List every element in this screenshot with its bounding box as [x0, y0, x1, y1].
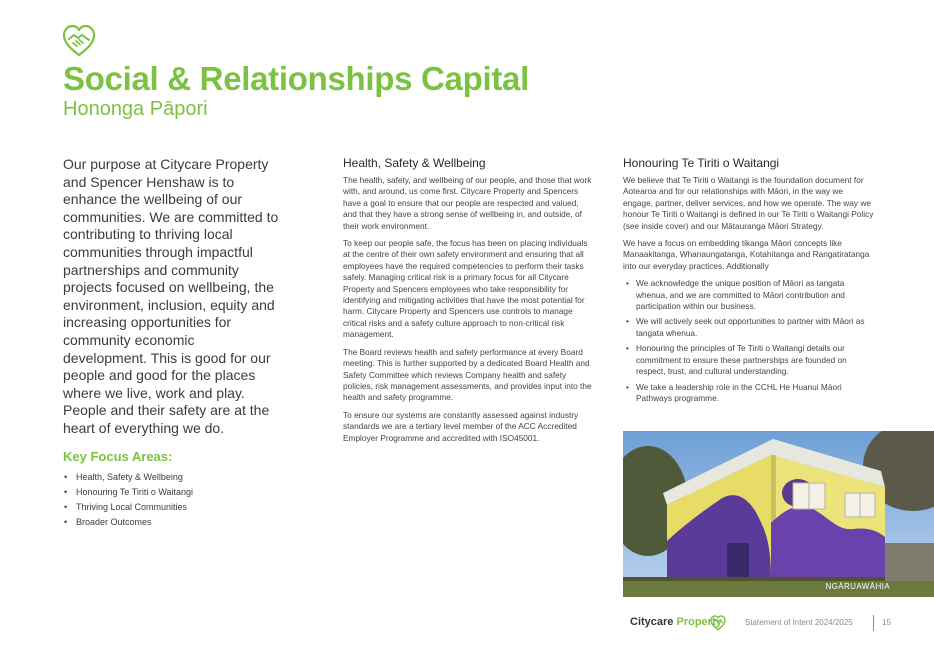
paragraph: We believe that Te Tiriti o Waitangi is the foundation document for Aotearoa and for our relationships with Māori, in the way we engage, partner, deliver services, and how we operate. The way we honour Te Tiriti o Waitangi is defined in our Te Tiriti o Waitangi Policy (see inside cover) and our Mātauranga Māori Strategy.: [623, 175, 874, 231]
intro-paragraph: Our purpose at Citycare Property and Spencer Henshaw is to enhance the wellbeing of our communities. We are committed to contributing to thriving local communities through impactful partnerships and community projects focused on wellbeing, the environment, inclusion, equity and increasing opportunities for community economic development. This is good for our people and good for the places where we live, work and play. People and their safety are at the heart of everything we do.: [63, 156, 279, 436]
page-number: 15: [882, 618, 891, 627]
photo-caption: NGĀRUAWĀHIA: [825, 582, 890, 591]
brand-logo-text: [630, 616, 722, 628]
intro-column: [63, 156, 281, 530]
footer-divider: [873, 615, 874, 631]
hall-mural-image: [623, 431, 934, 597]
list-item: • We will actively seek out opportunities to partner with Māori as tangata whenua.: [623, 316, 875, 339]
commitment-list: [623, 278, 875, 404]
key-focus-list: [63, 470, 281, 530]
key-focus-item: • Broader Outcomes: [63, 515, 281, 530]
paragraph: The health, safety, and wellbeing of our people, and those that work with, and around, us come first. Citycare Property and Spencers have a goal to ensure that our people are respected and valued, and that they have a strong sense of wellbeing in, and outside, of their work environment.: [343, 175, 592, 231]
community-hall-photo: [623, 431, 934, 597]
section-heading: Honouring Te Tiriti o Waitangi: [623, 156, 780, 170]
paragraph: We have a focus on embedding tikanga Māori concepts like Manaakitanga, Whanaungatanga, Kotahitanga and Rangatiratanga into our everyday practices. Additionally: [623, 238, 870, 271]
paragraph: To ensure our systems are constantly assessed against industry standards we are a tertiary level member of the ACC Accredited Employer Programme and accredited with ISO45001.: [343, 409, 579, 443]
page-title: Social & Relationships Capital: [63, 60, 529, 97]
brand-name-suffix: Property: [676, 616, 722, 628]
te-tiriti-column: [623, 156, 875, 408]
list-item: • We acknowledge the unique position of Māori as tangata whenua, and we are committed to Māori contribution and participation within our business.: [623, 278, 875, 312]
brand-name: Citycare: [630, 616, 674, 628]
document-title: Statement of Intent 2024/2025: [745, 618, 853, 627]
heart-handshake-icon: [62, 24, 96, 58]
heart-handshake-icon: [710, 615, 726, 631]
key-focus-item: • Thriving Local Communities: [63, 500, 281, 515]
health-safety-column: [343, 156, 593, 450]
key-focus-item: • Health, Safety & Wellbeing: [63, 470, 281, 485]
list-item: • Honouring the principles of Te Tiriti o Waitangi details our commitment to ensure these partnerships are founded on respect, trust, and cultural understanding.: [623, 343, 875, 377]
paragraph: To keep our people safe, the focus has been on placing individuals at the centre of their own safety environment and ensuring that all employees have the required competencies to perform their tasks safely. Managing critical risk is a primary focus for all Citycare Property and Spencers employees who take responsibility for identifying and mitigating activities that have the most potential for harm. Citycare Property and Spencers use controls to manage critical risks and a safety culture approach to non-critical risk management.: [343, 238, 588, 340]
list-item: • We take a leadership role in the CCHL He Huanui Māori Pathways programme.: [623, 382, 875, 405]
key-focus-item: • Honouring Te Tiriti o Waitangi: [63, 485, 281, 500]
key-focus-title: Key Focus Areas:: [63, 448, 173, 464]
paragraph: The Board reviews health and safety performance at every Board meeting. This is further supported by a dedicated Board Health and Safety Committee which reviews Company health and safety policies, risk management assessments, and provides input into the health and safety programme.: [343, 346, 592, 403]
section-heading: Health, Safety & Wellbeing: [343, 156, 486, 170]
page-subtitle: Hononga Pāpori: [63, 98, 208, 120]
